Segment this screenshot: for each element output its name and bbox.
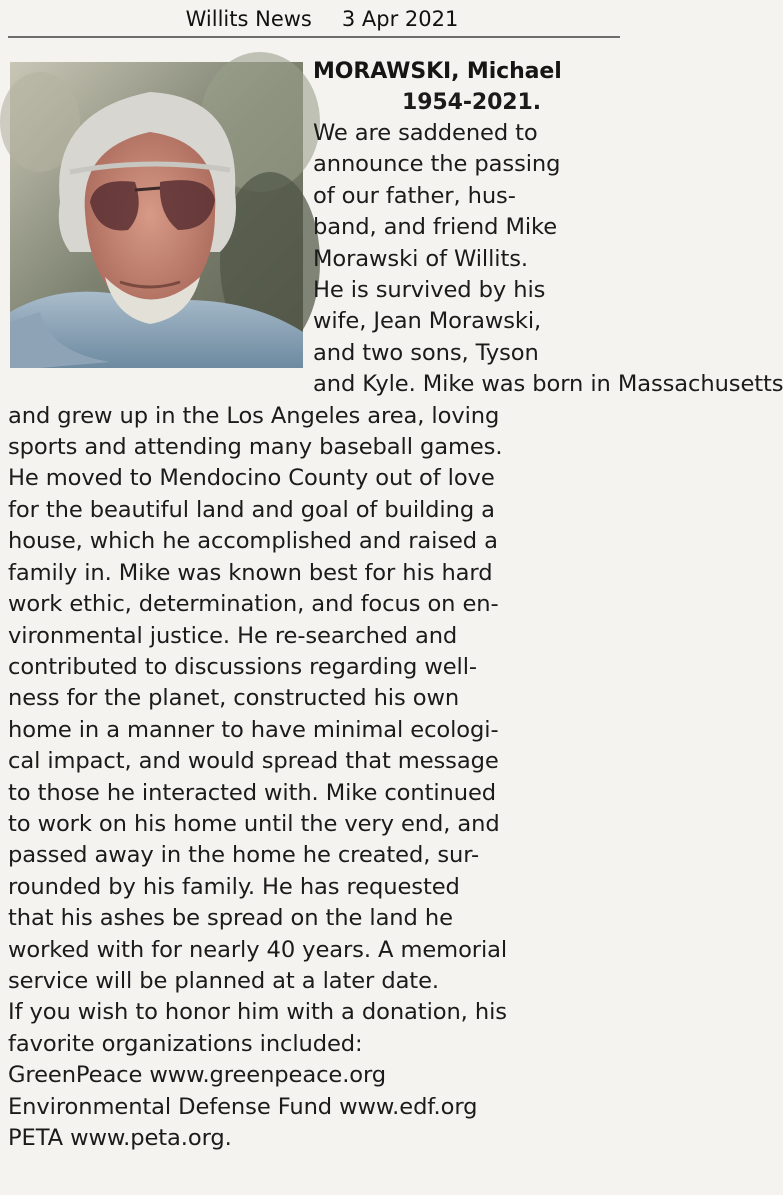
donation-line: favorite organizations included:: [8, 1030, 363, 1057]
photo-spacer: [8, 56, 313, 380]
obituary-line: wife, Jean Morawski,: [313, 308, 542, 335]
obituary-name: MORAWSKI, Michael: [313, 59, 562, 84]
obituary-line: ness for the planet, constructed his own: [8, 685, 460, 712]
obituary-line: service will be planned at a later date.: [8, 967, 439, 994]
obituary-line: band, and friend Mike: [313, 214, 558, 241]
organization-edf: Environmental Defense Fund www.edf.org: [8, 1093, 478, 1120]
obituary-line: passed away in the home he created, sur-: [8, 842, 480, 869]
donation-line: If you wish to honor him with a donation, his: [8, 999, 507, 1026]
organization-greenpeace: GreenPeace www.greenpeace.org: [8, 1062, 387, 1089]
obituary-years: 1954-2021.: [402, 90, 541, 115]
obituary-line: and two sons, Tyson: [313, 339, 539, 366]
obituary-line: to work on his home until the very end, and: [8, 810, 500, 837]
obituary-line: of our father, hus-: [313, 182, 516, 209]
obituary-line: family in. Mike was known best for his hard: [8, 559, 493, 586]
obituary-line: Morawski of Willits.: [313, 245, 528, 272]
organization-peta: PETA www.peta.org.: [8, 1125, 232, 1151]
obituary-line: He is survived by his: [313, 277, 546, 304]
obituary-line: sports and attending many baseball games.: [8, 434, 503, 461]
obituary-line: rounded by his family. He has requested: [8, 873, 460, 900]
newspaper-name: Willits News: [185, 7, 312, 31]
masthead: [0, 4, 644, 34]
publication-date: 3 Apr 2021: [341, 7, 459, 31]
obituary-line: We are saddened to: [313, 120, 538, 146]
obituary-line: to those he interacted with. Mike continued: [8, 779, 497, 806]
obituary-article: [8, 56, 783, 1154]
obituary-line: He moved to Mendocino County out of love: [8, 465, 495, 492]
obituary-line: that his ashes be spread on the land he: [8, 905, 453, 932]
masthead-divider: [8, 36, 620, 38]
obituary-line: house, which he accomplished and raised a: [8, 528, 498, 555]
obituary-line: home in a manner to have minimal ecologi-: [8, 716, 499, 743]
obituary-line: and Kyle. Mike was born in Massachusetts: [313, 371, 783, 398]
obituary-line: contributed to discussions regarding well-: [8, 653, 477, 680]
obituary-line: and grew up in the Los Angeles area, loving: [8, 402, 500, 429]
obituary-line: for the beautiful land and goal of building a: [8, 496, 495, 523]
obituary-line: work ethic, determination, and focus on en-: [8, 591, 499, 618]
obituary-line: announce the passing: [313, 151, 561, 178]
obituary-line: vironmental justice. He re-searched and: [8, 622, 458, 649]
obituary-line: worked with for nearly 40 years. A memorial: [8, 936, 508, 963]
obituary-line: cal impact, and would spread that message: [8, 748, 499, 775]
